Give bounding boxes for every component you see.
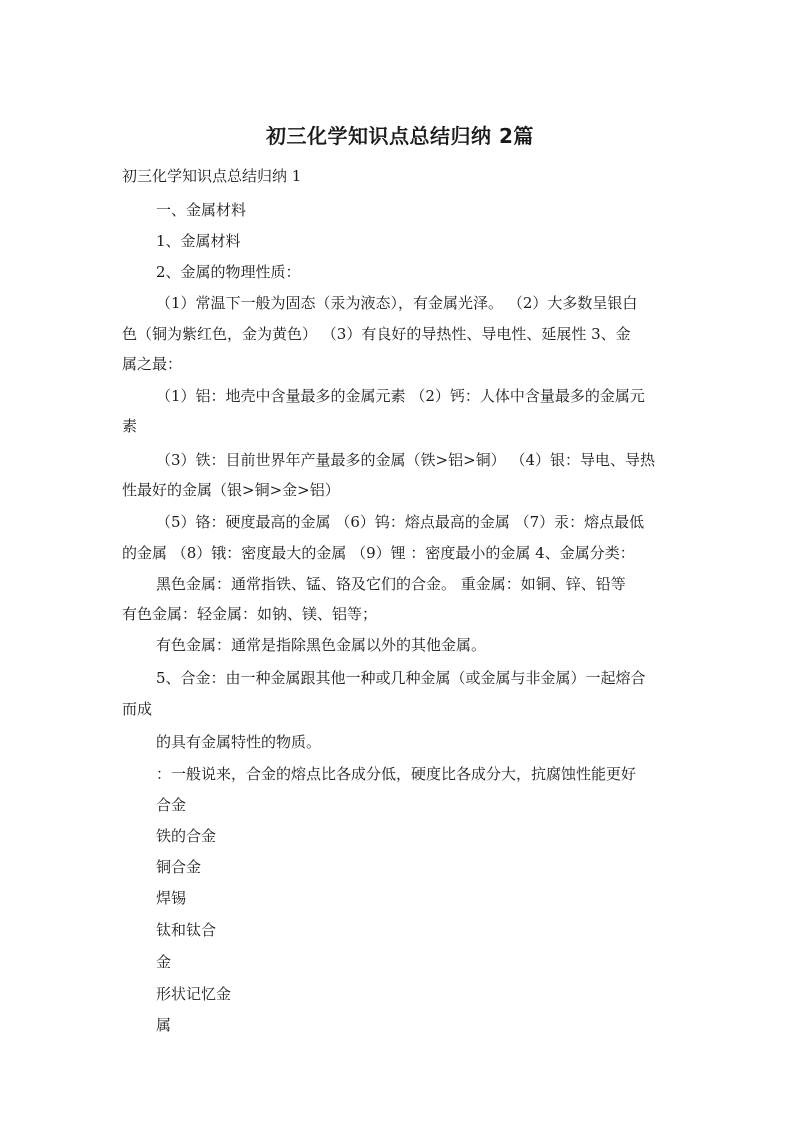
paragraph-line: 性最好的金属（银>铜>金>铝）	[122, 481, 340, 499]
paragraph-line: 的金属 （8）锇：密度最大的金属 （9）锂 ：密度最小的金属 4、金属分类：	[122, 544, 635, 562]
list-item: 属	[156, 1016, 172, 1034]
document-title: 初三化学知识点总结归纳 2篇	[266, 124, 534, 148]
paragraph-line: （1）常温下一般为固态（汞为液态），有金属光泽。 （2）大多数呈银白	[156, 294, 638, 312]
paragraph-line: 黑色金属：通常指铁、锰、铬及它们的合金。 重金属：如铜、锌、铅等	[156, 575, 626, 593]
paragraph-line: 5、合金：由一种金属跟其他一种或几种金属（或金属与非金属）一起熔合	[156, 669, 646, 687]
paragraph-line: 素	[122, 417, 138, 435]
paragraph-line: 一、金属材料	[156, 201, 247, 219]
paragraph-line: 属之最：	[122, 355, 183, 373]
list-item: 形状记忆金	[156, 985, 232, 1003]
paragraph-line: 2、金属的物理性质：	[156, 263, 301, 281]
paragraph-line: 的具有金属特性的物质。	[156, 733, 322, 751]
paragraph-line: 色（铜为紫红色，金为黄色） （3）有良好的导热性、导电性、延展性 3、金	[122, 325, 631, 343]
paragraph-line: ：一般说来，合金的熔点比各成分低，硬度比各成分大，抗腐蚀性能更好	[156, 765, 637, 783]
list-item: 铁的合金	[156, 827, 217, 845]
list-item: 铜合金	[156, 858, 202, 876]
section-heading: 初三化学知识点总结归纳 1	[122, 167, 302, 185]
list-item: 合金	[156, 796, 187, 814]
list-item: 焊锡	[156, 889, 187, 907]
list-item: 金	[156, 953, 172, 971]
list-item: 钛和钛合	[156, 921, 217, 939]
paragraph-line: （3）铁：目前世界年产量最多的金属（铁>铝>铜） （4）银：导电、导热	[156, 451, 655, 469]
paragraph-line: （5）铬：硬度最高的金属 （6）钨：熔点最高的金属 （7）汞：熔点最低	[156, 513, 645, 531]
paragraph-line: 1、金属材料	[156, 232, 241, 250]
paragraph-line: 而成	[122, 700, 153, 718]
paragraph-line: （1）铝：地壳中含量最多的金属元素 （2）钙：人体中含量最多的金属元	[156, 387, 645, 405]
paragraph-line: 有色金属：轻金属：如钠、镁、铝等；	[122, 605, 378, 623]
paragraph-line: 有色金属：通常是指除黑色金属以外的其他金属。	[156, 636, 487, 654]
